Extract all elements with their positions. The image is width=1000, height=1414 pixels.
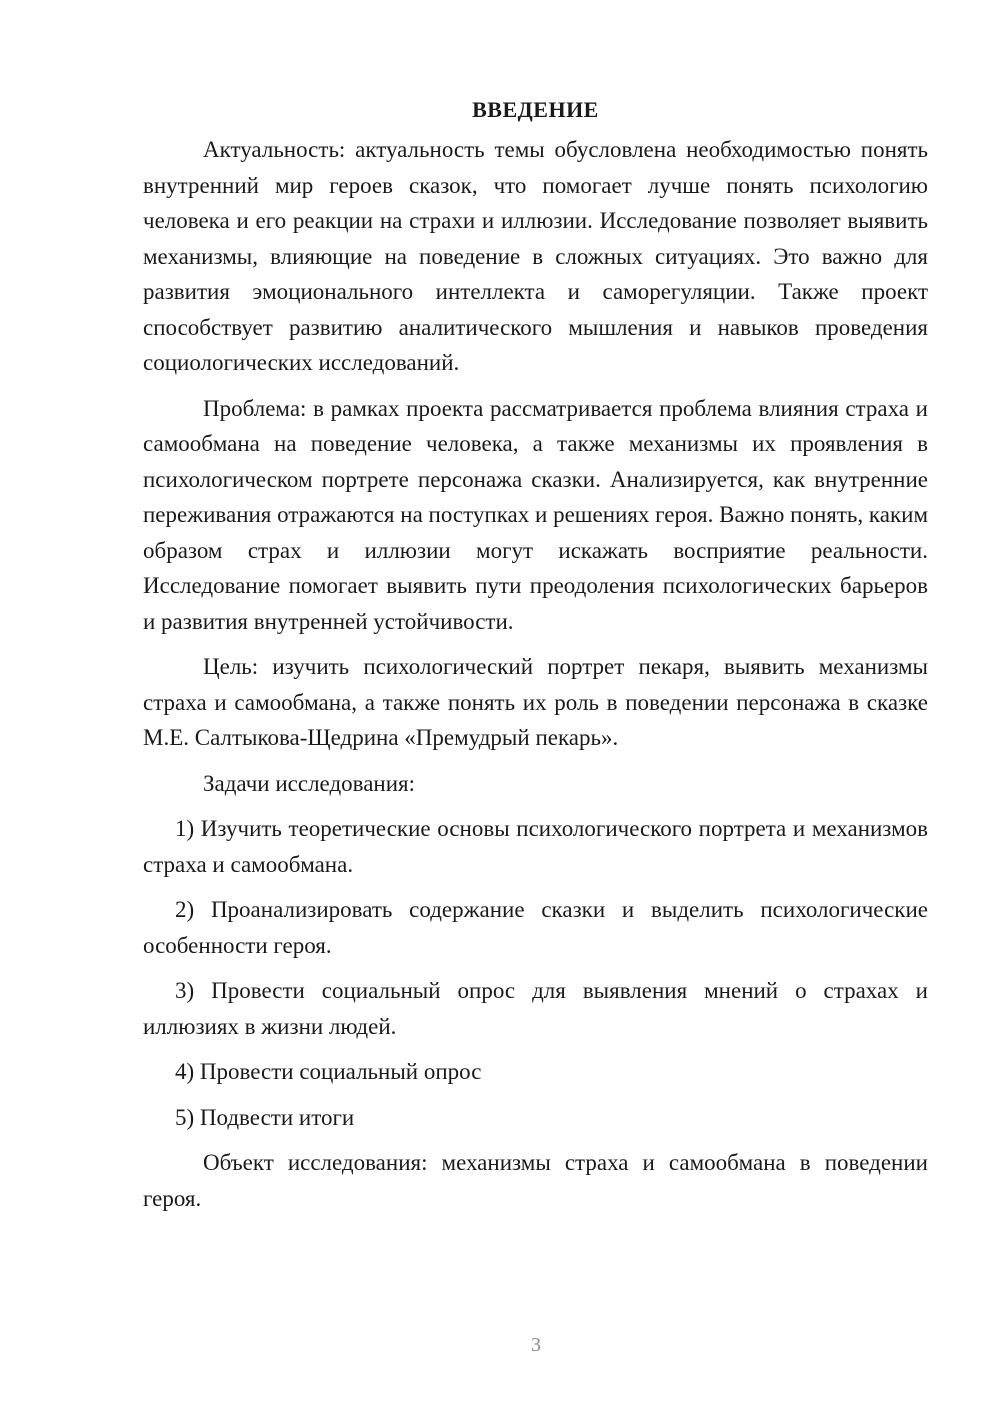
page-number: 3 xyxy=(531,1334,541,1356)
document-page xyxy=(143,92,928,1226)
goal-paragraph: Цель: изучить психологический портрет пекаря, выявить механизмы страха и самообмана, а также понять их роль в поведении персонажа в сказке М.Е. Салтыкова-Щедрина «Премудрый пекарь». xyxy=(143,654,928,750)
task-item-2: 2) Проанализировать содержание сказки и выделить психологические особенности героя. xyxy=(143,897,928,958)
problem-paragraph: Проблема: в рамках проекта рассматривается проблема влияния страха и самообмана на поведение человека, а также механизмы их проявления в психологическом портрете персонажа сказки. Анализируется, как внутренние переживания отражаются на поступках и решениях героя. Важно понять, каким образом страх и иллюзии могут искажать восприятие реальности. Исследование помогает выявить пути преодоления психологических барьеров и развития внутренней устойчивости. xyxy=(143,395,928,634)
task-item-5: 5) Подвести итоги xyxy=(175,1104,355,1130)
tasks-title: Задачи исследования: xyxy=(203,770,416,796)
object-paragraph: Объект исследования: механизмы страха и самообмана в поведении героя. xyxy=(143,1150,928,1211)
task-item-3: 3) Провести социальный опрос для выявления мнений о страхах и иллюзиях в жизни людей. xyxy=(143,978,928,1039)
task-item-4: 4) Провести социальный опрос xyxy=(175,1059,482,1084)
task-item-1: 1) Изучить теоретические основы психологического портрета и механизмов страха и самообмана. xyxy=(143,816,928,877)
relevance-paragraph: Актуальность: актуальность темы обусловлена необходимостью понять внутренний мир героев сказок, что помогает лучше понять психологию человека и его реакции на страхи и иллюзии. Исследование позволяет выявить механизмы, влияющие на поведение в сложных ситуациях. Это важно для развития эмоционального интеллекта и саморегуляции. Также проект способствует развитию аналитического мышления и навыков проведения социологических исследований. xyxy=(143,137,928,375)
section-heading: ВВЕДЕНИЕ xyxy=(472,97,599,122)
